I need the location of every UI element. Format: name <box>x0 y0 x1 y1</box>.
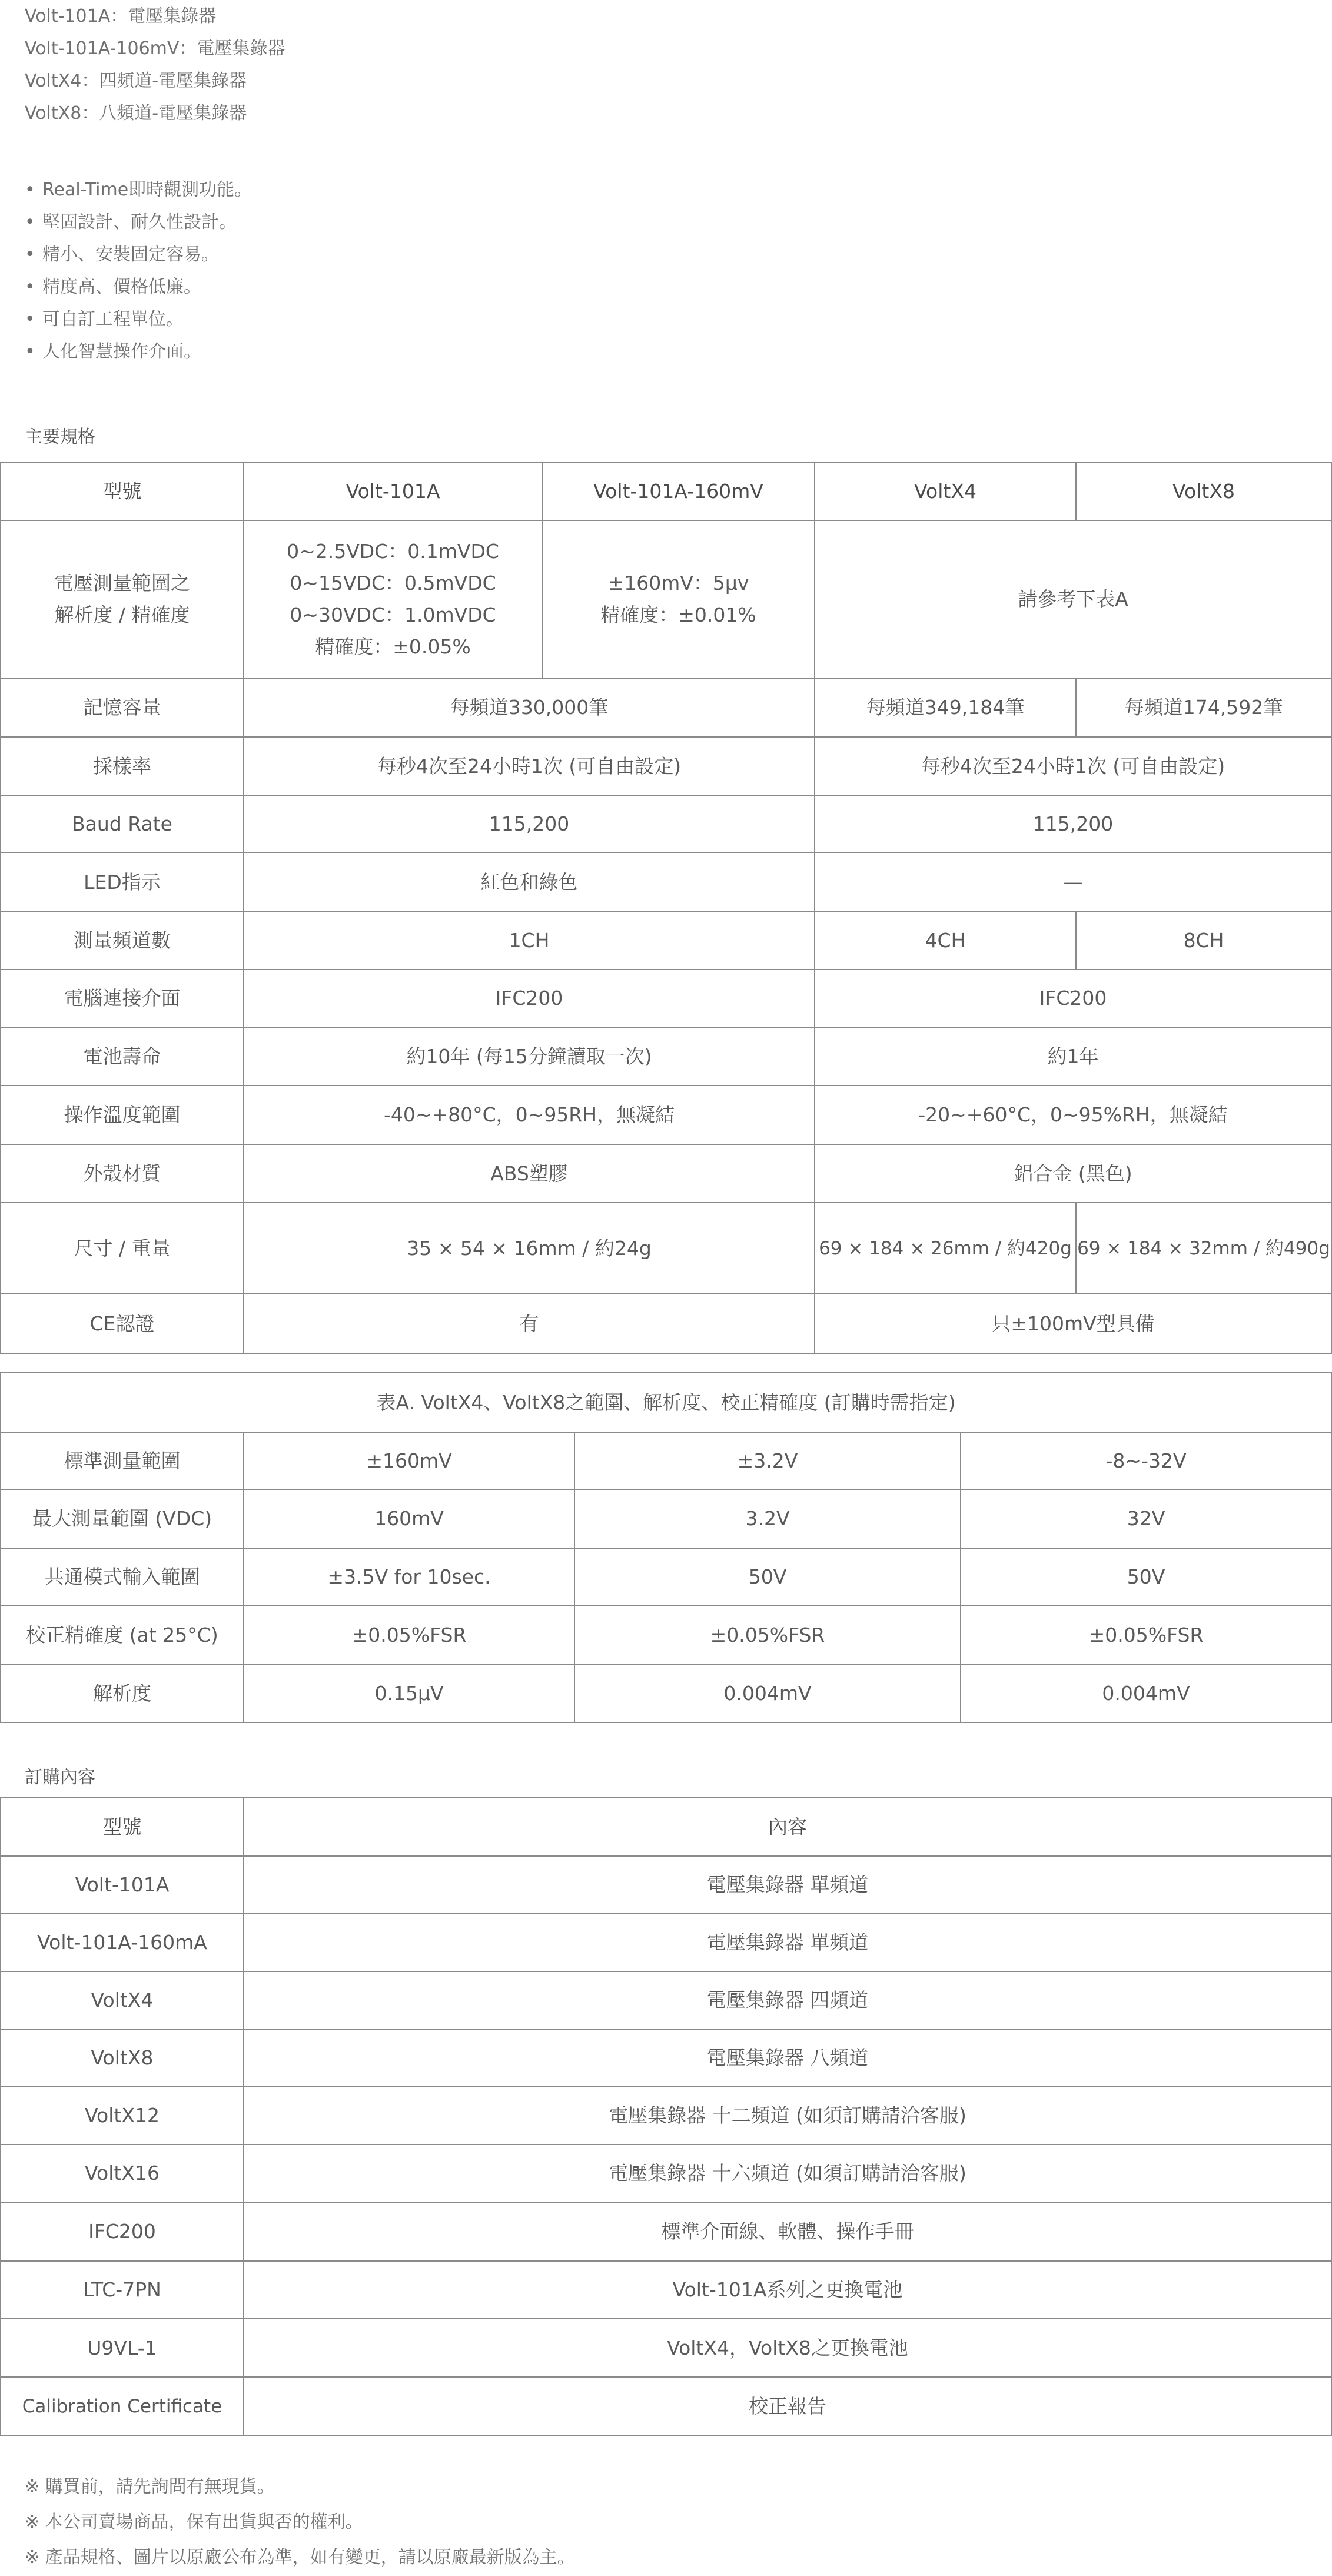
spec-table <box>0 462 1332 1354</box>
table-row <box>1 970 1331 1027</box>
model-line: VoltX4：四頻道-電壓集錄器 <box>25 71 247 91</box>
table-cell: 0.004mV <box>574 1665 961 1722</box>
row-label: 共通模式輸入範圍 <box>1 1548 244 1606</box>
table-row <box>1 1856 1331 1914</box>
spec-cell: 69 × 184 × 32mm / 約490g <box>1076 1203 1331 1294</box>
order-model: U9VL-1 <box>1 2319 244 2377</box>
table-row <box>1 2261 1331 2319</box>
table-row <box>1 1027 1331 1085</box>
row-label: 電池壽命 <box>1 1027 244 1085</box>
spec-cell: 請參考下表A <box>815 520 1331 678</box>
table-cell: ±0.05%FSR <box>961 1606 1331 1665</box>
table-row <box>1 1914 1331 1971</box>
table-cell: 50V <box>961 1548 1331 1606</box>
row-label: 解析度 <box>1 1665 244 1722</box>
table-cell: 32V <box>961 1489 1331 1548</box>
note-line: ※ 本公司賣場商品，保有出貨與否的權利。 <box>25 2512 363 2532</box>
order-model: VoltX16 <box>1 2145 244 2202</box>
order-content: 電壓集錄器 單頻道 <box>244 1856 1331 1914</box>
row-label: 外殼材質 <box>1 1144 244 1203</box>
table-row <box>1 912 1331 970</box>
table-row <box>1 1373 1331 1432</box>
feature-text: 可自訂工程單位。 <box>42 309 184 330</box>
order-model: LTC-7PN <box>1 2261 244 2319</box>
table-caption: 表A. VoltX4、VoltX8之範圍、解析度、校正精確度 (訂購時需指定) <box>1 1373 1331 1432</box>
bullet-icon: • <box>25 212 35 233</box>
table-cell: ±3.5V for 10sec. <box>244 1548 574 1606</box>
feature-text: 精小、安裝固定容易。 <box>42 244 219 265</box>
table-row <box>1 737 1331 795</box>
order-content: 標準介面線、軟體、操作手冊 <box>244 2202 1331 2261</box>
spec-cell: 每頻道349,184筆 <box>815 678 1076 737</box>
table-row <box>1 2377 1331 2435</box>
order-model: VoltX12 <box>1 2087 244 2145</box>
spec-cell: 紅色和綠色 <box>244 852 815 912</box>
bullet-icon: • <box>25 244 35 265</box>
header-cell: Volt-101A-160mV <box>542 463 815 520</box>
table-cell: ±160mV <box>244 1432 574 1489</box>
table-row <box>1 1294 1331 1353</box>
table-row <box>1 463 1331 520</box>
table-cell: ±0.05%FSR <box>244 1606 574 1665</box>
table-row <box>1 520 1331 678</box>
order-content: 校正報告 <box>244 2377 1331 2435</box>
spec-cell: 1CH <box>244 912 815 970</box>
order-model: Volt-101A-160mA <box>1 1914 244 1971</box>
spec-cell: 只±100mV型具備 <box>815 1294 1331 1353</box>
table-row <box>1 1489 1331 1548</box>
spec-cell: 每秒4次至24小時1次 (可自由設定) <box>815 737 1331 795</box>
row-label <box>1 520 244 678</box>
range-table-a <box>0 1372 1332 1723</box>
row-label: 電腦連接介面 <box>1 970 244 1027</box>
model-list <box>25 0 285 130</box>
value-line: 精確度：±0.05% <box>315 635 471 658</box>
spec-cell: 35 × 54 × 16mm / 約24g <box>244 1203 815 1294</box>
table-row <box>1 1798 1331 1856</box>
header-cell: VoltX8 <box>1076 463 1331 520</box>
spec-cell: 69 × 184 × 26mm / 約420g <box>815 1203 1076 1294</box>
table-cell: 160mV <box>244 1489 574 1548</box>
spec-cell: 約1年 <box>815 1027 1331 1085</box>
header-cell: Volt-101A <box>244 463 542 520</box>
table-row <box>1 1971 1331 2029</box>
spec-cell: -20~+60°C，0~95%RH，無凝結 <box>815 1085 1331 1144</box>
value-line: ±160mV：5μv <box>607 572 749 595</box>
row-label: 測量頻道數 <box>1 912 244 970</box>
header-cell: 內容 <box>244 1798 1331 1856</box>
value-line: 精確度：±0.01% <box>600 603 756 626</box>
table-cell: 3.2V <box>574 1489 961 1548</box>
feature-item <box>25 303 252 336</box>
feature-text: 精度高、價格低廉。 <box>42 277 201 297</box>
spec-cell: — <box>815 852 1331 912</box>
bullet-icon: • <box>25 309 35 330</box>
table-row <box>1 1144 1331 1203</box>
model-line: Volt-101A-106mV：電壓集錄器 <box>25 38 285 59</box>
header-cell: VoltX4 <box>815 463 1076 520</box>
spec-cell: 115,200 <box>244 795 815 852</box>
feature-item <box>25 271 252 303</box>
spec-cell: 鋁合金 (黑色) <box>815 1144 1331 1203</box>
order-model: Volt-101A <box>1 1856 244 1914</box>
row-label: 最大測量範圍 (VDC) <box>1 1489 244 1548</box>
bullet-icon: • <box>25 180 35 200</box>
note-line: ※ 購買前，請先詢問有無現貨。 <box>25 2477 275 2497</box>
order-content: 電壓集錄器 十六頻道 (如須訂購請洽客服) <box>244 2145 1331 2202</box>
bullet-icon: • <box>25 341 35 362</box>
row-label: 尺寸 / 重量 <box>1 1203 244 1294</box>
order-model: IFC200 <box>1 2202 244 2261</box>
table-row <box>1 2202 1331 2261</box>
header-cell: 型號 <box>1 463 244 520</box>
order-content: 電壓集錄器 十二頻道 (如須訂購請洽客服) <box>244 2087 1331 2145</box>
label-line: 解析度 / 精確度 <box>54 603 190 626</box>
row-label: 操作溫度範圍 <box>1 1085 244 1144</box>
spec-cell: 8CH <box>1076 912 1331 970</box>
row-label: Baud Rate <box>1 795 244 852</box>
feature-item <box>25 174 252 206</box>
notes <box>25 2469 575 2575</box>
table-cell: 0.004mV <box>961 1665 1331 1722</box>
spec-cell: ABS塑膠 <box>244 1144 815 1203</box>
spec-cell: 約10年 (每15分鐘讀取一次) <box>244 1027 815 1085</box>
bullet-icon: • <box>25 277 35 297</box>
table-row <box>1 1548 1331 1606</box>
table-row <box>1 2087 1331 2145</box>
feature-item <box>25 238 252 271</box>
spec-cell: IFC200 <box>815 970 1331 1027</box>
spec-cell <box>542 520 815 678</box>
spec-cell: 每頻道330,000筆 <box>244 678 815 737</box>
row-label: LED指示 <box>1 852 244 912</box>
feature-item <box>25 336 252 368</box>
value-line: 0~15VDC：0.5mVDC <box>290 572 496 595</box>
spec-cell: 有 <box>244 1294 815 1353</box>
order-content: Volt-101A系列之更換電池 <box>244 2261 1331 2319</box>
table-row <box>1 2029 1331 2087</box>
row-label: 記憶容量 <box>1 678 244 737</box>
table-cell: -8~-32V <box>961 1432 1331 1489</box>
spec-heading: 主要規格 <box>25 427 95 447</box>
order-content: 電壓集錄器 四頻道 <box>244 1971 1331 2029</box>
order-content: 電壓集錄器 八頻道 <box>244 2029 1331 2087</box>
table-row <box>1 1606 1331 1665</box>
label-line: 電壓測量範圍之 <box>54 572 190 595</box>
order-content: 電壓集錄器 單頻道 <box>244 1914 1331 1971</box>
order-content: VoltX4，VoltX8之更換電池 <box>244 2319 1331 2377</box>
model-line: VoltX8：八頻道-電壓集錄器 <box>25 103 247 124</box>
table-row <box>1 1203 1331 1294</box>
order-model: VoltX4 <box>1 1971 244 2029</box>
table-row <box>1 1085 1331 1144</box>
spec-cell: 115,200 <box>815 795 1331 852</box>
spec-cell: 4CH <box>815 912 1076 970</box>
table-row <box>1 852 1331 912</box>
table-cell: ±3.2V <box>574 1432 961 1489</box>
spec-cell: 每秒4次至24小時1次 (可自由設定) <box>244 737 815 795</box>
row-label: CE認證 <box>1 1294 244 1353</box>
table-cell: 0.15μV <box>244 1665 574 1722</box>
table-row <box>1 2145 1331 2202</box>
feature-text: 堅固設計、耐久性設計。 <box>42 212 237 233</box>
spec-cell: 每頻道174,592筆 <box>1076 678 1331 737</box>
order-heading: 訂購內容 <box>25 1767 95 1788</box>
row-label: 標準測量範圍 <box>1 1432 244 1489</box>
value-line: 0~30VDC：1.0mVDC <box>290 603 496 626</box>
table-row <box>1 1665 1331 1722</box>
note-line: ※ 產品規格、圖片以原廠公布為準，如有變更，請以原廠最新版為主。 <box>25 2547 575 2568</box>
order-table <box>0 1797 1332 2436</box>
order-model: Calibration Certificate <box>1 2377 244 2435</box>
table-cell: ±0.05%FSR <box>574 1606 961 1665</box>
spec-cell: IFC200 <box>244 970 815 1027</box>
order-model: VoltX8 <box>1 2029 244 2087</box>
value-line: 0~2.5VDC：0.1mVDC <box>287 540 499 563</box>
feature-text: 人化智慧操作介面。 <box>42 341 201 362</box>
feature-item <box>25 206 252 238</box>
table-row <box>1 2319 1331 2377</box>
table-row <box>1 795 1331 852</box>
spec-cell <box>244 520 542 678</box>
feature-list <box>25 174 252 368</box>
table-row <box>1 1432 1331 1489</box>
header-cell: 型號 <box>1 1798 244 1856</box>
row-label: 採樣率 <box>1 737 244 795</box>
model-line: Volt-101A：電壓集錄器 <box>25 6 217 26</box>
spec-cell: -40~+80°C，0~95RH，無凝結 <box>244 1085 815 1144</box>
feature-text: Real-Time即時觀測功能。 <box>42 180 253 200</box>
table-row <box>1 678 1331 737</box>
table-cell: 50V <box>574 1548 961 1606</box>
row-label: 校正精確度 (at 25°C) <box>1 1606 244 1665</box>
